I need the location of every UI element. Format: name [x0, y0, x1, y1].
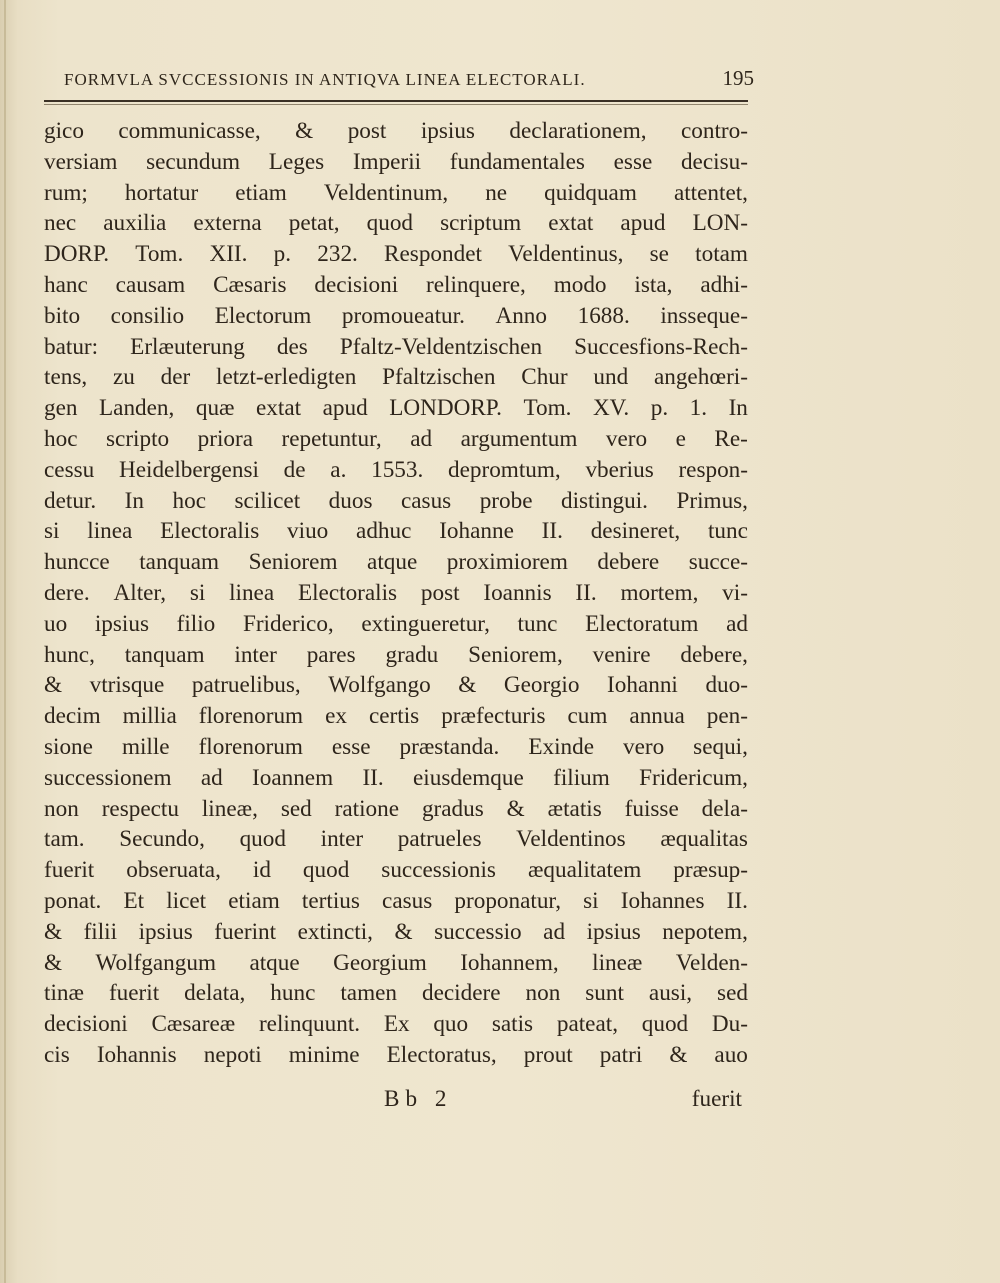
page-footer [44, 1086, 748, 1120]
running-title: FORMVLA SVCCESSIONIS IN ANTIQVA LINEA ELECTORALI. [64, 70, 586, 89]
text-line: batur: Erlæuterung des Pfaltz-Veldentzischen Succesfions-Rech- [44, 333, 748, 360]
text-line: & vtrisque patruelibus, Wolfgango & Georgio Iohanni duo- [44, 672, 748, 699]
text-line: ponat. Et licet etiam tertius casus proponatur, si Iohannes II. [44, 887, 748, 914]
text-line: successionem ad Ioannem II. eiusdemque filium Fridericum, [44, 764, 748, 791]
text-line: decim millia florenorum ex certis præfecturis cum annua pen- [44, 703, 748, 730]
text-line: nec auxilia externa petat, quod scriptum extat apud LON- [44, 210, 748, 237]
text-line: bito consilio Electorum promoueatur. Anno 1688. insseque- [44, 302, 748, 329]
text-line: sione mille florenorum esse præstanda. Exinde vero sequi, [44, 733, 748, 760]
binding-edge [4, 0, 6, 1283]
text-line: decisioni Cæsareæ relinquunt. Ex quo satis pateat, quod Du- [44, 1011, 748, 1038]
text-line: tinæ fuerit delata, hunc tamen decidere non sunt ausi, sed [44, 980, 748, 1007]
text-line: gico communicasse, & post ipsius declarationem, contro- [44, 118, 748, 144]
text-line: & Wolfgangum atque Georgium Iohannem, lineæ Velden- [44, 949, 748, 976]
text-line: detur. In hoc scilicet duos casus probe distingui. Primus, [44, 487, 748, 514]
text-line: versiam secundum Leges Imperii fundamentales esse decisu- [44, 148, 748, 175]
text-line: hoc scripto priora repetuntur, ad argumentum vero e Re- [44, 425, 748, 452]
page-number: 195 [722, 66, 754, 90]
header-rule [44, 100, 748, 102]
text-line: gen Landen, quæ extat apud LONDORP. Tom. XV. p. 1. In [44, 395, 748, 422]
text-line: non respectu lineæ, sed ratione gradus & ætatis fuisse dela- [44, 795, 748, 822]
text-line: si linea Electoralis viuo adhuc Iohanne II. desineret, tunc [44, 518, 748, 545]
text-line: huncce tanquam Seniorem atque proximiorem debere succe- [44, 549, 748, 576]
text-line: hanc causam Cæsaris decisioni relinquere, modo ista, adhi- [44, 271, 748, 298]
body-text [44, 116, 748, 1071]
text-line: cis Iohannis nepoti minime Electoratus, prout patri & auo [44, 1041, 748, 1068]
text-line: uo ipsius filio Friderico, extingueretur, tunc Electoratum ad [44, 610, 748, 637]
text-line: hunc, tanquam inter pares gradu Seniorem, venire debere, [44, 641, 748, 668]
text-line: tam. Secundo, quod inter patrueles Veldentinos æqualitas [44, 826, 748, 853]
signature-mark: Bb 2 [384, 1086, 453, 1112]
text-line: DORP. Tom. XII. p. 232. Respondet Veldentinus, se totam [44, 241, 748, 268]
catchword: fuerit [691, 1086, 742, 1112]
header-rule-thin [44, 104, 748, 105]
text-line: cessu Heidelbergensi de a. 1553. depromtum, vberius respon- [44, 456, 748, 483]
text-line: rum; hortatur etiam Veldentinum, ne quidquam attentet, [44, 179, 748, 206]
text-line: & filii ipsius fuerint extincti, & successio ad ipsius nepotem, [44, 918, 748, 945]
text-line: tens, zu der letzt-erledigten Pfaltzischen Chur und angehœri- [44, 364, 748, 391]
running-header [64, 66, 754, 91]
text-line: fuerit obseruata, id quod successionis æqualitatem præsup- [44, 857, 748, 884]
text-line: dere. Alter, si linea Electoralis post Ioannis II. mortem, vi- [44, 579, 748, 606]
